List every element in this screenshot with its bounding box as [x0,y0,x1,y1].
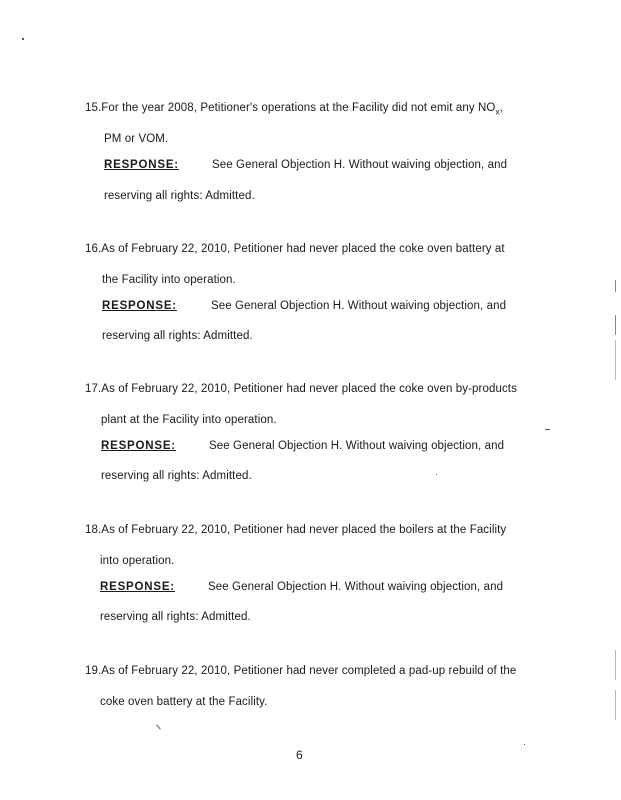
scan-speck [545,429,550,430]
statement-line [85,524,506,536]
scan-edge-mark [615,315,616,335]
item-number: 15. [85,102,102,114]
statement-text: As of February 22, 2010, Petitioner had never placed the boilers at the Facility [101,524,507,536]
response-text: See General Objection H. Without waiving objection, and [209,440,505,452]
statement-line-2: coke oven battery at the Facility. [100,696,268,708]
item-number: 18. [85,524,102,536]
scan-edge-mark [615,280,616,292]
scan-speck [436,474,437,475]
statement-text: As of February 22, 2010, Petitioner had never placed the coke oven by-products [101,383,517,395]
item-number: 17. [85,383,102,395]
statement-line [85,383,517,395]
statement-line-2: into operation. [100,555,175,567]
response-text: See General Objection H. Without waiving objection, and [212,159,508,171]
statement-line [85,102,503,116]
item-number: 19. [85,665,102,677]
response-line [101,440,176,452]
response-text: See General Objection H. Without waiving objection, and [208,581,504,593]
scan-speck [524,744,525,745]
statement-text: As of February 22, 2010, Petitioner had never completed a pad-up rebuild of the [101,665,517,677]
statement-line-2: PM or VOM. [104,133,169,145]
scan-speck [156,724,161,729]
page-number: 6 [296,748,303,762]
scan-edge-mark [615,340,616,380]
scan-edge-mark [615,690,616,720]
statement-line [85,665,516,677]
response-label: RESPONSE: [104,159,179,171]
response-line [104,159,179,171]
statement-line-2: the Facility into operation. [102,274,236,286]
response-label: RESPONSE: [100,581,175,593]
scan-edge-mark [615,650,616,680]
response-text: See General Objection H. Without waiving objection, and [211,300,507,312]
response-line-2: reserving all rights: Admitted. [104,190,255,202]
scan-speck [22,38,24,40]
response-line [102,300,177,312]
statement-line-2: plant at the Facility into operation. [101,414,277,426]
statement-punct: , [499,102,503,114]
response-label: RESPONSE: [102,300,177,312]
response-label: RESPONSE: [101,440,176,452]
response-line [100,581,175,593]
response-line-2: reserving all rights: Admitted. [101,470,252,482]
statement-text: As of February 22, 2010, Petitioner had never placed the coke oven battery at [101,243,505,255]
response-line-2: reserving all rights: Admitted. [100,611,251,623]
statement-text: For the year 2008, Petitioner's operations at the Facility did not emit any NO [101,102,496,114]
subscript-x: x [495,107,500,117]
item-number: 16. [85,243,102,255]
statement-line [85,243,505,255]
response-line-2: reserving all rights: Admitted. [102,330,253,342]
